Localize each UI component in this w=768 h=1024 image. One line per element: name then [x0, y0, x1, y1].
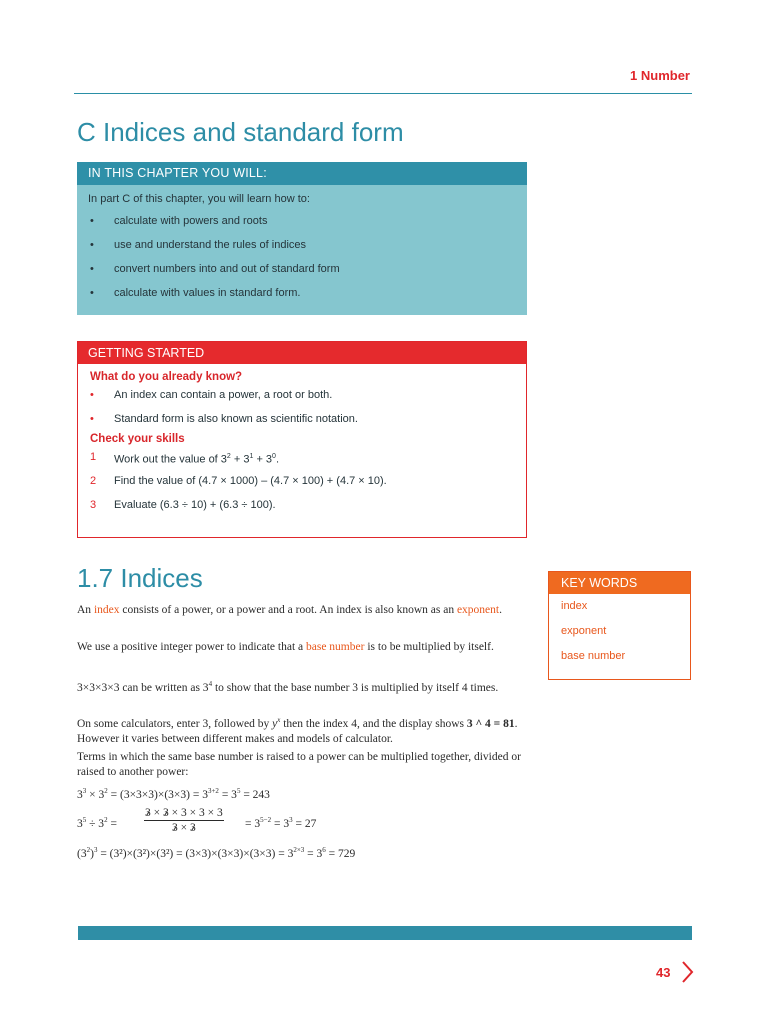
objective-item: • calculate with values in standard form. [88, 281, 527, 305]
paragraph-rules-intro: Terms in which the same base number is raised to a power can be multiplied together, divided or raised to another power: [77, 751, 521, 778]
equation-divide: $3^5 \div 3^2$ = 3 × 3 × 3 × 3 × 3 3 × 3 = $3^{5-2} = 3^3 = 27$ [77, 807, 317, 834]
key-words-heading: KEY WORDS [549, 572, 690, 594]
bullet-icon: • [90, 263, 94, 275]
chapter-objectives-box [77, 162, 527, 315]
paragraph-example-power: 3×3×3×3 can be written as $3^4$ to show that the base number 3 is multiplied by itself 4 times. [77, 680, 499, 694]
key-words-box [548, 571, 691, 680]
chevron-right-icon[interactable] [678, 959, 696, 985]
getting-started-box [77, 341, 527, 538]
bullet-icon: • [90, 389, 94, 401]
footer-bar [78, 926, 692, 940]
getting-started-heading: GETTING STARTED [78, 342, 526, 364]
know-item: • Standard form is also known as scientific notation. [90, 407, 526, 431]
keyword-exponent: exponent [456, 604, 500, 616]
indices-title: 1.7 Indices [77, 563, 203, 593]
bullet-icon: • [90, 239, 94, 251]
know-list [78, 383, 526, 431]
equation-multiply: $3^3 \times 3^2 = (3\times 3\times 3)\times(3\times 3) = 3^{3+2} = 3^5 = 243$ [77, 787, 270, 801]
paragraph-base-number: We use a positive integer power to indicate that a base number is to be multiplied by itself. [77, 641, 494, 653]
skills-list [78, 445, 526, 517]
skill-number: 2 [90, 475, 97, 487]
skill-item: 2 Find the value of (4.7 × 1000) – (4.7 × 100) + (4.7 × 10). [90, 469, 526, 493]
page-number: 43 [656, 965, 671, 980]
skill-number: 3 [90, 499, 97, 511]
chapter-box-intro: In part C of this chapter, you will learn how to: [88, 193, 310, 205]
skill-number: 1 [90, 451, 97, 463]
keyword-index: index [93, 604, 120, 616]
key-word-item: index [561, 600, 588, 612]
bullet-icon: • [90, 413, 94, 425]
skills-heading: Check your skills [90, 433, 185, 445]
objective-item: • use and understand the rules of indices [88, 233, 527, 257]
bullet-icon: • [90, 215, 94, 227]
skill-item: 1 Work out the value of $3^2 + 3^1 + 3^0$. [90, 445, 526, 469]
chapter-box-heading: IN THIS CHAPTER YOU WILL: [77, 162, 527, 185]
key-word-item: base number [561, 650, 626, 662]
paragraph-calculator: On some calculators, enter 3, followed by $y^x$ then the index 4, and the display shows 3 ^ 4 = 81. However it varies between different makes and models of calculator. [77, 716, 518, 745]
bullet-icon: • [90, 287, 94, 299]
skill-item: 3 Evaluate (6.3 ÷ 10) + (6.3 ÷ 100). [90, 493, 526, 517]
objective-item: • convert numbers into and out of standard form [88, 257, 527, 281]
equation-power-of-power: $(3^2)^3 = (3^2)\times(3^2)\times(3^2) = (3\times 3)\times(3\times 3)\times(3\times 3) = 3^{2\times 3} = 3^6 = 729$ [77, 846, 356, 860]
objective-list [77, 205, 527, 305]
calculator-display: 3 ^ 4 = 81 [466, 717, 515, 730]
section-title: C Indices and standard form [77, 117, 404, 147]
know-heading: What do you already know? [90, 371, 243, 383]
calculator-key: $y^x$ [272, 716, 281, 730]
key-word-item: exponent [561, 625, 607, 637]
paragraph-index-definition: An index consists of a power, or a power and a root. An index is also known as an exponent. [77, 604, 502, 616]
chapter-label: 1 Number [630, 68, 690, 83]
objective-item: • calculate with powers and roots [88, 209, 527, 233]
know-item: • An index can contain a power, a root or both. [90, 383, 526, 407]
keyword-base-number: base number [306, 641, 365, 653]
key-words-list [549, 594, 690, 669]
header-rule [74, 93, 692, 94]
